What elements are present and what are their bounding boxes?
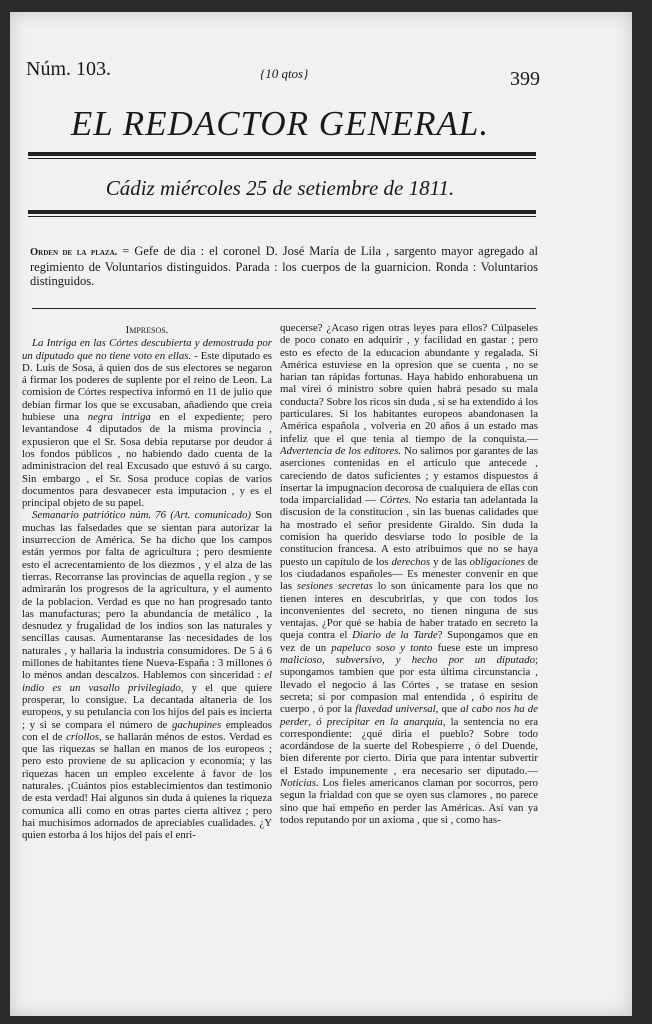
article-intriga-em: negra intriga (87, 411, 151, 424)
right-text-7: ? Supongamos que en vez de un (280, 629, 538, 654)
right-text-3: No estaria tan adelantada la discusion de la constitucion , sin las buenas calidades que ha mostrado el señor presidente Giraldo. Sin duda la comision ha querido desviarse todo lo posible de la constitucion francesa. A esto atribuimos que no se haya puesto un capítulo de los (280, 494, 538, 568)
article-semanario-title: Semanario patriótico núm. 76 (32, 509, 167, 522)
article-intriga-text2: en el expediente; pero levantandose 4 diputados de la misma provincia , expusieron que el Sr. Sosa debia reputarse por deudor á los fondos públicos , no habiendo dado cuenta de la administracion del real Excusado que estuvó á su cargo. Sin embargo , el Sr. Sosa produce copias de varios documentos para desvanecer esta imputacion , y es el principal objeto de su papel. (22, 411, 272, 510)
right-text-11: , (308, 715, 312, 728)
right-text-10: , que (435, 703, 458, 716)
article-semanario (22, 509, 272, 841)
right-text-1: quecerse? ¿Acaso rigen otras leyes para ellos? Cúlpaseles de poco conato en adquirir , y facilidad en gastar ; pero esto es efecto de la educacion abundante y regalada. Si América estuviese en la opresion que se cuenta , no se harian tan rápidas fortunas. Haya habido enhorabuena un mal virei ó ministro sobre quien habrá pesado su mala conducta? Sobre los ricos sin duda , si se ha extendido á los particulares. Si los habitantes europeos abandonasen la América española , volveria en 20 años á un estado mas infeliz que el que tenia al tiempo de la conquista.— (280, 322, 538, 445)
right-em-10: al cabo nos ha de perder (280, 703, 538, 728)
rule-top-thick (28, 152, 536, 156)
article-semanario-note: (Art. comunicado) (170, 509, 251, 522)
right-column (280, 322, 538, 826)
article-intriga (22, 337, 272, 509)
right-text-8: fuese este un impreso (437, 641, 538, 654)
right-em-12: Noticias. (280, 776, 319, 789)
right-em-11: ó precipitar en la anarquía (316, 715, 443, 728)
rule-section (32, 308, 536, 309)
section-heading-impresos: Impresos. (125, 324, 169, 336)
newspaper-page (10, 12, 632, 1016)
right-text-4: y de las (433, 555, 467, 568)
rule-top-thin (28, 158, 536, 159)
left-column (22, 324, 272, 841)
masthead-title: EL REDACTOR GENERAL. (70, 104, 490, 143)
right-text-12: , la sentencia no era correspondiente: ¿qué diria el pueblo? Sobre todo acordándose de la suerte del Robespierre , ó del Duende, bien diferente por cierto. Diria que para intentar subvertir el Estado impunemente , era necesario ser diputado.— (280, 715, 539, 777)
rule-mid-thick (28, 210, 536, 214)
article-intriga-text: - Este diputado es D. Luis de Sosa, á quien dos de sus electores se negaron á firmar los poderes de suplente por el reino de Leon. La comision de Córtes respectiva informó en 11 de julio que debian firmar los que se excusaban, añadiendo que creia hubiese una (22, 349, 272, 424)
article-semanario-em3: criollos (66, 730, 100, 743)
orden-text: = Gefe de dia : el coronel D. José María de Lila , sargento mayor agregado al regimiento de Voluntarios distinguidos. Parada : los cuerpos de la guarnicion. Ronda : Voluntarios distinguidos. (30, 244, 538, 288)
right-em-6: Diario de la Tarde (352, 629, 438, 642)
right-text-13: Los fieles americanos claman por socorros, pero segun la frialdad con que se oyen sus clamores , no parece sino que hai empeño en perder las Américas. Así van ya todos reputando por un axioma , que si , como has- (280, 776, 538, 826)
article-semanario-text3: empleados con el de (22, 718, 272, 743)
article-semanario-em2: gachupines (171, 718, 222, 731)
orden-de-la-plaza (30, 244, 538, 288)
right-em-2: Córtes. (379, 494, 412, 507)
right-text-9: ; supongamos tambien que por esta última circunstancia , llevado el negocio á las Córtes , se tratase en sesion secreta; si por compasion mal entendida , ó espíritu de cuerpo , ó por la (280, 654, 538, 716)
article-semanario-text: Son muchas las falsedades que se sientan para autorizar la insurreccion de América. Se ha dicho que los campos están yermos por falta de agricultura ; pero desmiente esto el acrecentamiento de los diezmos , y el alza de las tierras. Recorranse las provincias de aquella region , y se admirarán los progresos de la agricultura, y el aumento de la poblacion. Verdad es que no han progresado tanto las manufacturas; pero la abundancia de metálico , la desnudez y frugalidad de los indios son las naturales y sencillas causas. Aumentaranse las necesidades de los naturales , y hallaria la industria consumidores. De 5 á 6 millones de habitantes tiene Nueva-España : 3 millones ó lo ménos andan descalzos. Hablemos con sinceridad : (22, 509, 273, 682)
right-em-9: flaxedad universal (355, 703, 436, 716)
orden-label: Orden de la plaza. (30, 247, 118, 258)
article-continuation (280, 322, 538, 826)
right-text-6: lo son únicamente para los que no tienen interes en descubrirlas, y que con todos los inconvenientes del secreto, no tienen ninguna de sus ventajas. ¿Por qué se habia de haber tratado en secreto la queja contra el (280, 580, 538, 642)
right-em-1: Advertencia de los editores. (280, 444, 402, 457)
right-text-2: No salimos por garantes de las aserciones contenidas en el articulo que antecede , careciendo de datos suficientes ; y estamos dispuestos á insertar la impugnacion decorosa de cualquiera de ellas con toda imparcialidad — (280, 444, 538, 507)
article-intriga-title: La Intriga en las Córtes descubierta y demostrada por un diputado que no tiene voto en ellas. (22, 337, 272, 362)
dateline: Cádiz miércoles 25 de setiembre de 1811. (105, 176, 455, 200)
right-em-8: malicioso, subversivo, y hecho por un diputado (280, 654, 535, 667)
page-number: 399 (510, 68, 540, 90)
right-em-3: derechos (391, 555, 431, 568)
rule-mid-thin (28, 216, 536, 217)
right-em-4: obligaciones (469, 555, 525, 568)
article-semanario-em: el indio es un vasallo privilegiado (22, 669, 272, 694)
article-semanario-text4: , se hallarán ménos de estos. Verdad es que las riquezas se hallan en manos de los europeos ; pero esto proviene de su aplicacion y economía; y las riquezas hacen un empleo excelente á favor de los naturales. ¡Cuántos pios establecimientos dan testimonio de esta verdad! Hai algunos sin duda á quienes la riqueza comunica alli como en otras partes cierta altivez ; pero hai muchisimos adornados de apreciables cualidades. ¿Y quien estorba á los hijos del pais el enri- (22, 730, 273, 842)
right-text-5: de los ciudadanos españoles— Es menester convenir en que las (280, 555, 539, 593)
header-line (24, 58, 544, 88)
right-em-7: papeluco soso y tonto (331, 641, 433, 654)
right-em-5: sesiones secretas (296, 580, 373, 593)
quires-mark: {10 qtos} (260, 66, 309, 81)
issue-number: Núm. 103. (26, 58, 111, 80)
article-semanario-text2: , y el que quiere prosperar, lo consigue. La decantada altaneria de los europeos, y su petulancia con los hijos del pais es incierta ; y si se compara el número de (22, 681, 272, 731)
